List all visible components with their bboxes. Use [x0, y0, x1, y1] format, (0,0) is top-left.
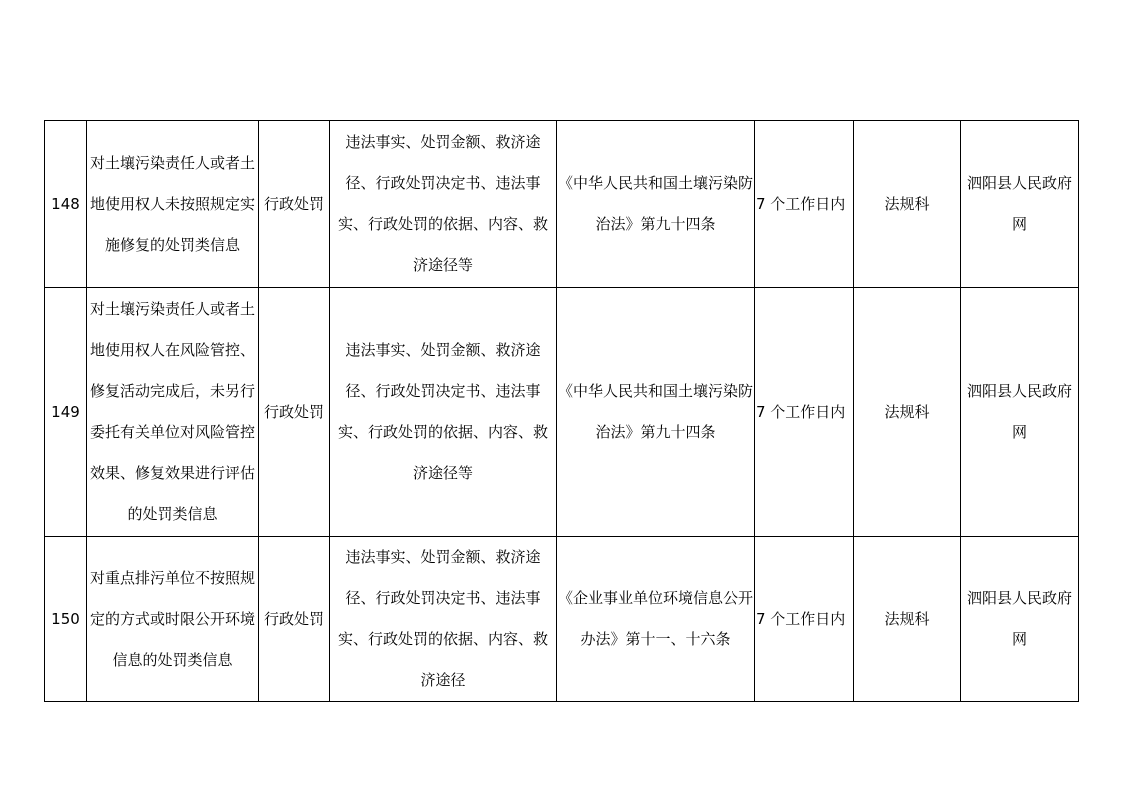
disclosure-channel: 泗阳县人民政府网: [961, 537, 1079, 702]
legal-basis: 《中华人民共和国土壤污染防治法》第九十四条: [557, 288, 755, 537]
row-number: 148: [45, 121, 87, 288]
table-row: [45, 121, 1079, 288]
disclosure-content: 违法事实、处罚金额、救济途径、行政处罚决定书、违法事实、行政处罚的依据、内容、救济途径: [330, 537, 557, 702]
row-number: 150: [45, 537, 87, 702]
disclosure-item: 对土壤污染责任人或者土地使用权人未按照规定实施修复的处罚类信息: [87, 121, 259, 288]
legal-basis: 《中华人民共和国土壤污染防治法》第九十四条: [557, 121, 755, 288]
disclosure-content: 违法事实、处罚金额、救济途径、行政处罚决定书、违法事实、行政处罚的依据、内容、救济途径等: [330, 121, 557, 288]
table-row: [45, 288, 1079, 537]
category: 行政处罚: [259, 288, 330, 537]
time-limit: 7 个工作日内: [755, 121, 854, 288]
disclosure-item: 对土壤污染责任人或者土地使用权人在风险管控、修复活动完成后，未另行委托有关单位对风险管控效果、修复效果进行评估的处罚类信息: [87, 288, 259, 537]
legal-basis: 《企业事业单位环境信息公开办法》第十一、十六条: [557, 537, 755, 702]
category: 行政处罚: [259, 121, 330, 288]
category: 行政处罚: [259, 537, 330, 702]
row-number: 149: [45, 288, 87, 537]
department: 法规科: [854, 537, 961, 702]
table-row: [45, 537, 1079, 702]
disclosure-item: 对重点排污单位不按照规定的方式或时限公开环境信息的处罚类信息: [87, 537, 259, 702]
time-limit: 7 个工作日内: [755, 288, 854, 537]
department: 法规科: [854, 288, 961, 537]
department: 法规科: [854, 121, 961, 288]
disclosure-content: 违法事实、处罚金额、救济途径、行政处罚决定书、违法事实、行政处罚的依据、内容、救济途径等: [330, 288, 557, 537]
disclosure-channel: 泗阳县人民政府网: [961, 288, 1079, 537]
time-limit: 7 个工作日内: [755, 537, 854, 702]
disclosure-table: [44, 120, 1079, 702]
disclosure-channel: 泗阳县人民政府网: [961, 121, 1079, 288]
